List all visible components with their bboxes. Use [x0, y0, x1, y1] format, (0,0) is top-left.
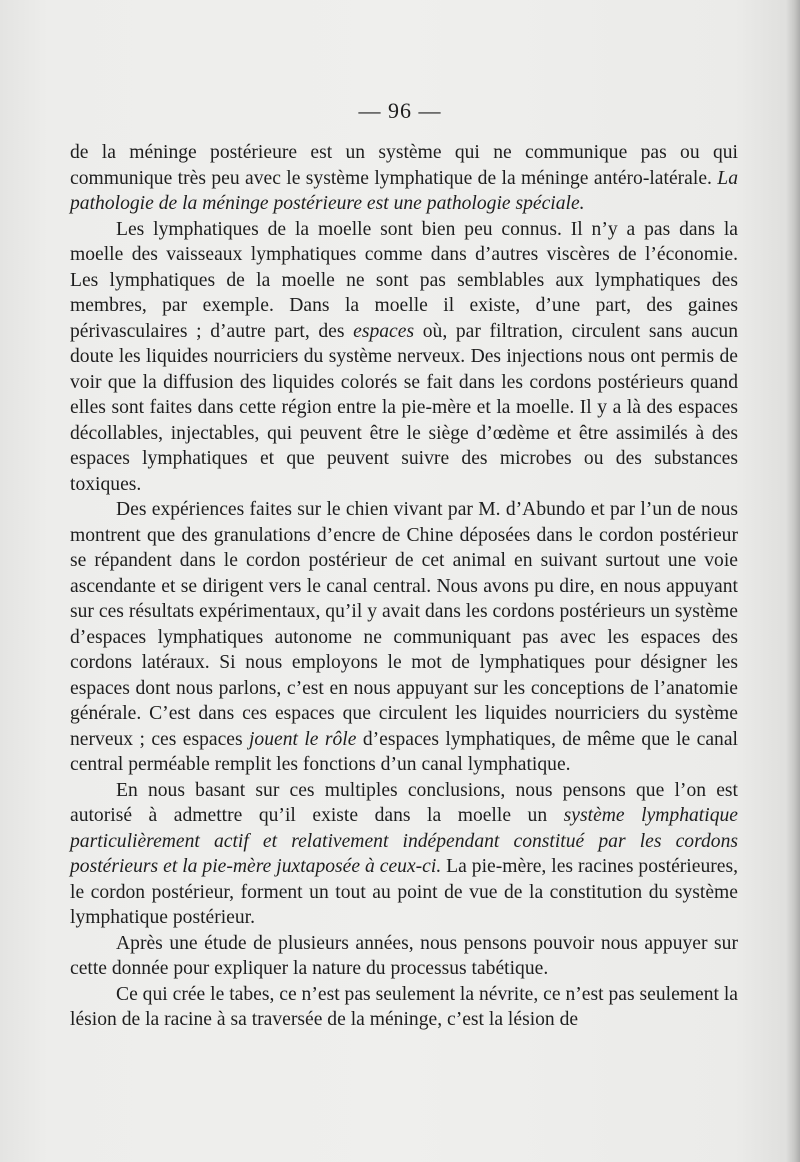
paragraph — [70, 497, 738, 778]
paragraph — [70, 931, 738, 982]
text-segment: où, par filtration, circulent sans aucun doute les liquides nourriciers du système nerveux. Des injections nous ont permis de voir que la diffusion des liquides colorés se fait dans les cordons postérieurs quand elles sont faites dans cette région entre la pie-mère et la moelle. Il y a là des espaces décollables, injectables, qui peuvent être le siège d’œdème et être assimilés à des espaces lymphatiques et que peuvent suivre des microbes ou des substances toxiques. — [70, 320, 738, 495]
body-text — [70, 140, 738, 1033]
page-edge-shadow — [786, 0, 800, 1162]
italic-text: La pathologie de la méninge postérieure est une pathologie spéciale. — [70, 167, 738, 214]
text-segment: Ce qui crée le tabes, ce n’est pas seulement la névrite, ce n’est pas seulement la lésion de la racine à sa traversée de la méninge, c’est la lésion de — [70, 983, 738, 1030]
paragraph — [70, 982, 738, 1033]
italic-text: jouent le rôle — [248, 728, 357, 750]
paragraph — [70, 778, 738, 931]
text-segment: Les lymphatiques de la moelle sont bien peu connus. Il n’y a pas dans la moelle des vaisseaux lymphatiques comme dans d’autres viscères de l’économie. Les lymphatiques de la moelle ne sont pas semblables aux lymphatiques des membres, par exemple. Dans la moelle il existe, d’une part, des gaines périvasculaires ; d’autre part, des — [70, 218, 738, 342]
text-segment: Après une étude de plusieurs années, nous pensons pouvoir nous appuyer sur cette donnée pour expliquer la nature du processus tabétique. — [70, 932, 738, 979]
text-segment: En nous basant sur ces multiples conclusions, nous pensons que l’on est autorisé à admettre qu’il existe dans la moelle un — [70, 779, 738, 826]
italic-text: espaces — [353, 320, 415, 342]
text-segment: Des expériences faites sur le chien vivant par M. d’Abundo et par l’un de nous montrent que des granulations d’encre de Chine déposées dans le cordon postérieur se répandent dans le cordon postérieur de cet animal en suivant surtout une voie ascendante et se dirigent vers le canal central. Nous avons pu dire, en nous appuyant sur ces résultats expérimentaux, qu’il y avait dans les cordons postérieurs un système d’espaces lymphatiques autonome ne communiquant pas avec les espaces des cordons latéraux. Si nous employons le mot de lymphatiques pour désigner les espaces dont nous parlons, c’est en nous appuyant sur les conceptions de l’anatomie générale. C’est dans ces espaces que circulent les liquides nourriciers du système nerveux ; ces espaces — [70, 499, 738, 750]
page-number: — 96 — — [358, 98, 442, 123]
paragraph — [70, 217, 738, 498]
text-segment: de la méninge postérieure est un système qui ne communique pas ou qui communique très peu avec le système lymphatique de la méninge antéro-latérale. — [70, 142, 738, 189]
text-segment: La pie-mère, les racines postérieures, le cordon postérieur, forment un tout au point de vue de la constitution du système lymphatique postérieur. — [70, 856, 738, 928]
paragraph — [70, 140, 738, 217]
text-segment: d’espaces lymphatiques, de même que le canal central perméable remplit les fonctions d’un canal lymphatique. — [70, 728, 738, 775]
italic-text: système lymphatique particulièrement actif et relativement indépendant constitué par les cordons postérieurs et la pie-mère juxtaposée à ceux-ci. — [70, 805, 738, 877]
